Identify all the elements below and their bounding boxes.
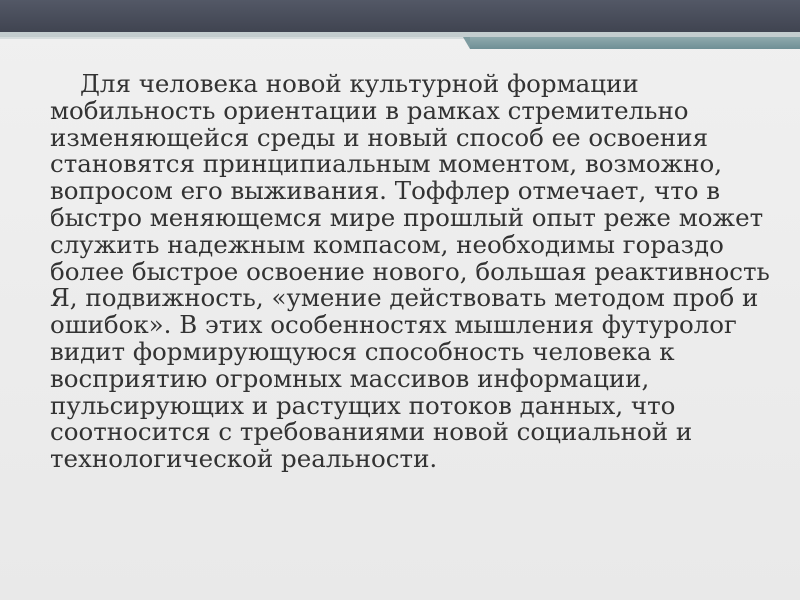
header-stripe-thin [0,37,470,39]
header-accent-cap [463,37,470,49]
header-accent-stripe [470,37,800,49]
body-paragraph: Для человека новой культурной формации мобильность ориентации в рамках стремительно изменяющейся среды и новый способ ее освоения становятся принципиальным моментом, возможно, вопросом его выживания. Тоффлер отмечает, что в быстро меняющемся мире прошлый опыт реже может служить надежным компасом, необходимы гораздо более быстрое освоение нового, большая реактивность Я, подвижность, «умение действовать методом проб и ошибок». В этих особенностях мышления футуролог видит формирующуюся способность человека к восприятию огромных массивов информации, пульсирующих и растущих потоков данных, что соотносится с требованиями новой социальной и технологической реальности. [50,69,770,474]
header-band [0,0,800,32]
